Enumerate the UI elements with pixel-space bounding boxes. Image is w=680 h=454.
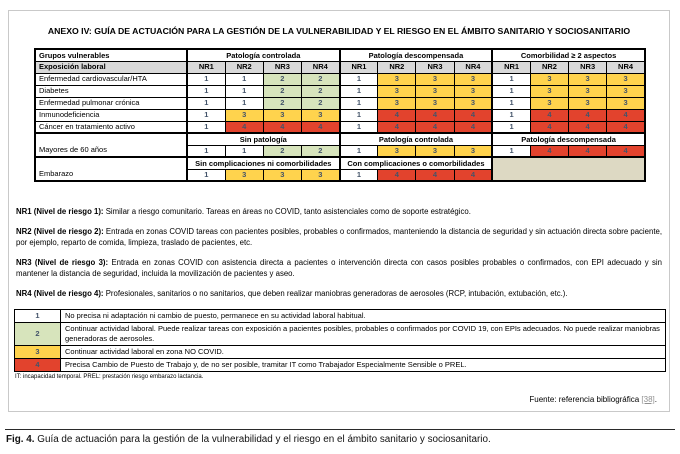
matrix-cell: 3 (263, 109, 301, 121)
matrix-cell: 4 (225, 121, 263, 133)
legend-table (14, 309, 666, 372)
caption-divider (5, 429, 675, 430)
legend-level: 2 (15, 323, 61, 346)
matrix-cell: 3 (378, 97, 416, 109)
matrix-cell: 3 (378, 73, 416, 85)
matrix-cell: 2 (263, 85, 301, 97)
matrix-cell: 3 (607, 73, 645, 85)
matrix-cell: 3 (569, 97, 607, 109)
nr-col-header: NR4 (607, 61, 645, 73)
nr-definition-term: NR3 (Nivel de riesgo 3): (16, 258, 109, 268)
matrix-cell: 4 (378, 169, 416, 181)
matrix-cell: 3 (569, 85, 607, 97)
nr-col-header: NR2 (378, 61, 416, 73)
nr-col-header: NR1 (492, 61, 530, 73)
group-header-row (35, 49, 645, 61)
nr-col-header: NR1 (340, 61, 378, 73)
legend-level: 1 (15, 310, 61, 323)
nr-definition: NR1 (Nivel de riesgo 1): Similar a riesgo comunitario. Tareas en áreas no COVID, tanto asistenciales como de soporte estratégico. (16, 207, 471, 217)
vulnerability-matrix (34, 48, 646, 182)
group-header: Comorbilidad ≥ 2 aspectos (492, 49, 645, 61)
matrix-cell: 3 (530, 73, 568, 85)
matrix-cell: 2 (301, 97, 339, 109)
subgroup-header: Sin complicaciones ni comorbilidades (187, 157, 340, 169)
nr-definition-term: NR1 (Nivel de riesgo 1): (16, 207, 104, 217)
row-label: Enfermedad pulmonar crónica (35, 97, 187, 109)
nr-header-row (35, 61, 645, 73)
subheader-row (35, 157, 645, 169)
source-label: Fuente: referencia bibliográfica (529, 395, 642, 404)
matrix-cell: 3 (607, 97, 645, 109)
matrix-cell: 1 (187, 85, 225, 97)
matrix-cell: 1 (187, 169, 225, 181)
matrix-cell: 3 (263, 169, 301, 181)
matrix-cell: 1 (187, 121, 225, 133)
matrix-cell: 1 (492, 121, 530, 133)
legend-row (15, 323, 666, 346)
not-applicable-cell (492, 157, 645, 181)
matrix-cell: 2 (263, 145, 301, 157)
matrix-cell: 4 (416, 121, 454, 133)
nr-definition: NR2 (Nivel de riesgo 2): Entrada en zonas COVID tareas con pacientes posibles, probables o confirmados, manteniendo la distancia de seguridad y sin actuación directa sobre paciente, por ejemplo, reparto de comida, limpieza, traslado de pacientes, etc. (16, 227, 663, 248)
legend-row (15, 346, 666, 359)
source-line (529, 395, 657, 404)
reference-link[interactable]: [38] (641, 395, 655, 404)
matrix-cell: 1 (340, 169, 378, 181)
matrix-cell: 4 (454, 109, 492, 121)
matrix-cell: 1 (225, 145, 263, 157)
nr-col-header: NR4 (301, 61, 339, 73)
matrix-cell: 3 (454, 85, 492, 97)
nr-definition: NR3 (Nivel de riesgo 3): Entrada en zonas COVID con asistencia directa a pacientes o intervención directa con casos posibles probables o confirmados, con EPI adecuado y sin mantener la distancia de seguridad, incluida la movilización de pacientes y aseo. (16, 258, 662, 279)
matrix-row (35, 85, 645, 97)
matrix-cell: 1 (340, 73, 378, 85)
matrix-cell: 2 (263, 73, 301, 85)
legend-text: Continuar actividad laboral. Puede realizar tareas con exposición a pacientes posibles, probables o confirmados por COVID 19, con EPIs adecuados. No puede realizar maniobras generadoras de aerosoles. (61, 323, 666, 346)
corner-header: Grupos vulnerables (35, 49, 187, 61)
matrix-cell: 1 (187, 109, 225, 121)
matrix-cell: 3 (416, 85, 454, 97)
matrix-cell: 4 (569, 121, 607, 133)
matrix-cell: 3 (225, 109, 263, 121)
matrix-cell: 4 (530, 109, 568, 121)
matrix-row (35, 73, 645, 85)
matrix-cell: 1 (340, 145, 378, 157)
matrix-cell: 1 (340, 109, 378, 121)
matrix-cell: 3 (301, 109, 339, 121)
matrix-cell: 3 (569, 73, 607, 85)
legend-level: 4 (15, 359, 61, 372)
nr-col-header: NR3 (569, 61, 607, 73)
nr-definition-term: NR4 (Nivel de riesgo 4): (16, 289, 104, 299)
matrix-cell: 4 (454, 121, 492, 133)
matrix-cell: 3 (530, 85, 568, 97)
matrix-cell: 1 (492, 145, 530, 157)
matrix-cell: 4 (530, 145, 568, 157)
row-label: Inmunodeficiencia (35, 109, 187, 121)
matrix-cell: 1 (492, 85, 530, 97)
row-label: Diabetes (35, 85, 187, 97)
legend-text: No precisa ni adaptación ni cambio de puesto, permanece en su actividad laboral habitual. (61, 310, 666, 323)
matrix-cell: 3 (225, 169, 263, 181)
matrix-cell: 3 (454, 145, 492, 157)
subgroup-header: Patología controlada (340, 133, 493, 145)
matrix-cell: 3 (454, 73, 492, 85)
matrix-cell: 3 (378, 85, 416, 97)
matrix-cell: 3 (530, 97, 568, 109)
matrix-cell: 3 (607, 85, 645, 97)
matrix-cell: 1 (340, 121, 378, 133)
matrix-cell: 4 (607, 109, 645, 121)
group-header: Patología controlada (187, 49, 340, 61)
row-label: Enfermedad cardiovascular/HTA (35, 73, 187, 85)
figure-title: ANEXO IV: GUÍA DE ACTUACIÓN PARA LA GESTIÓN DE LA VULNERABILIDAD Y EL RIESGO EN EL ÁMBITO SANITARIO Y SOCIOSANITARIO (47, 26, 631, 36)
matrix-cell: 3 (416, 97, 454, 109)
matrix-cell: 4 (607, 145, 645, 157)
nr-col-header: NR4 (454, 61, 492, 73)
nr-definition-term: NR2 (Nivel de riesgo 2): (16, 227, 104, 237)
legend-level: 3 (15, 346, 61, 359)
matrix-cell: 4 (569, 109, 607, 121)
matrix-cell: 1 (187, 73, 225, 85)
matrix-cell: 3 (301, 169, 339, 181)
exposure-header: Exposición laboral (35, 61, 187, 73)
matrix-cell: 4 (263, 121, 301, 133)
caption-label: Fig. 4. (6, 434, 35, 445)
group-header: Patología descompensada (340, 49, 493, 61)
matrix-cell: 3 (454, 97, 492, 109)
row-label: Cáncer en tratamiento activo (35, 121, 187, 133)
matrix-cell: 1 (340, 85, 378, 97)
matrix-cell: 1 (225, 97, 263, 109)
caption-text: Guía de actuación para la gestión de la vulnerabilidad y el riesgo en el ámbito sanitario y sociosanitario. (34, 434, 491, 445)
subheader-row (35, 133, 645, 145)
nr-col-header: NR3 (416, 61, 454, 73)
matrix-row (35, 109, 645, 121)
matrix-cell: 4 (530, 121, 568, 133)
matrix-cell: 4 (416, 109, 454, 121)
matrix-wrapper (34, 48, 644, 182)
matrix-cell: 1 (187, 145, 225, 157)
matrix-cell: 4 (607, 121, 645, 133)
nr-col-header: NR3 (263, 61, 301, 73)
nr-col-header: NR2 (225, 61, 263, 73)
matrix-cell: 2 (301, 85, 339, 97)
legend-row (15, 359, 666, 372)
matrix-cell: 1 (340, 97, 378, 109)
legend-text: Precisa Cambio de Puesto de Trabajo y, de no ser posible, tramitar IT como Trabajador Especialmente Sensible o PREL. (61, 359, 666, 372)
matrix-cell: 3 (416, 73, 454, 85)
subgroup-header: Con complicaciones o comorbilidades (340, 157, 493, 169)
matrix-cell: 4 (454, 169, 492, 181)
matrix-cell: 1 (187, 97, 225, 109)
nr-col-header: NR2 (530, 61, 568, 73)
subgroup-header: Patología descompensada (492, 133, 645, 145)
matrix-cell: 3 (416, 145, 454, 157)
legend-text: Continuar actividad laboral en zona NO COVID. (61, 346, 666, 359)
source-suffix: . (654, 395, 657, 404)
figure-box (8, 10, 670, 412)
matrix-cell: 2 (301, 73, 339, 85)
matrix-row (35, 97, 645, 109)
matrix-cell: 4 (378, 121, 416, 133)
legend-footnote: IT: incapacidad temporal. PREL: prestación riesgo embarazo lactancia. (15, 374, 204, 381)
matrix-cell: 1 (492, 109, 530, 121)
matrix-cell: 4 (416, 169, 454, 181)
matrix-cell: 1 (225, 85, 263, 97)
nr-definitions (16, 206, 662, 299)
nr-definition: NR4 (Nivel de riesgo 4): Profesionales, sanitarios o no sanitarios, que deben realizar maniobras generadoras de aerosoles (RCP, intubación, extubación, etc.). (16, 289, 568, 299)
matrix-cell: 1 (492, 97, 530, 109)
legend-row (15, 310, 666, 323)
matrix-cell: 4 (569, 145, 607, 157)
row-label: Embarazo (35, 157, 187, 181)
matrix-cell: 2 (301, 145, 339, 157)
matrix-cell: 3 (378, 145, 416, 157)
matrix-cell: 2 (263, 97, 301, 109)
figure-caption (6, 434, 491, 445)
matrix-row (35, 121, 645, 133)
matrix-cell: 1 (225, 73, 263, 85)
nr-col-header: NR1 (187, 61, 225, 73)
matrix-cell: 1 (492, 73, 530, 85)
subgroup-header: Sin patología (187, 133, 340, 145)
row-label: Mayores de 60 años (35, 133, 187, 157)
matrix-cell: 4 (301, 121, 339, 133)
matrix-cell: 4 (378, 109, 416, 121)
